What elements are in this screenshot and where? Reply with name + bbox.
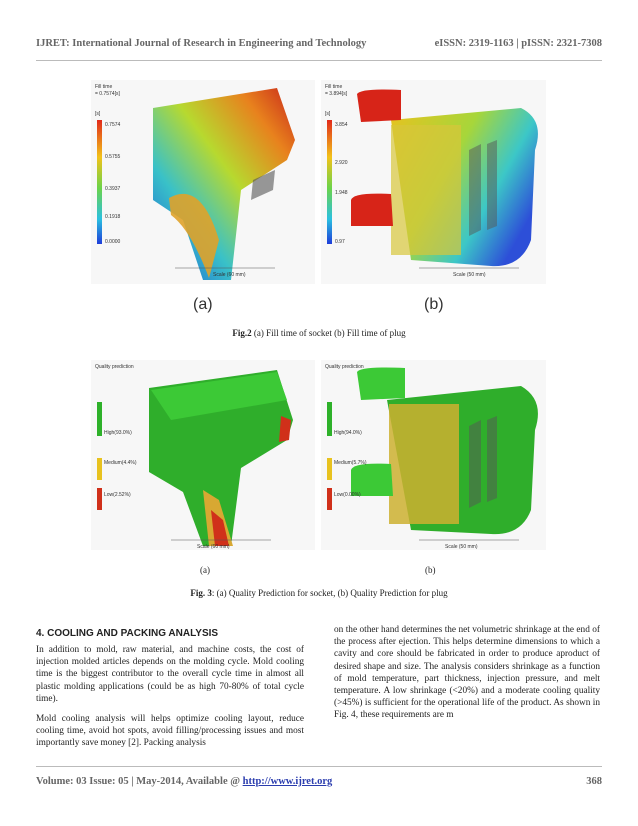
- right-column: [334, 624, 600, 730]
- left-paragraph-2: Mold cooling analysis will helps optimize cooling layout, reduce cooling time, avoid hot spots, avoid filling/processing issues and most importantly save money [2]. Packing analysis: [36, 714, 304, 749]
- fig3b-legend-title: Quality prediction: [325, 364, 364, 370]
- fig3-caption-label: Fig. 3: [190, 588, 212, 598]
- fig2b-image: [321, 80, 546, 284]
- journal-title: IJRET: International Journal of Research in Engineering and Technology: [36, 38, 367, 49]
- fig3a-medium: Medium(4.4%): [104, 460, 137, 466]
- section-heading: 4. COOLING AND PACKING ANALYSIS: [36, 628, 219, 639]
- fig3a-legend-title: Quality prediction: [95, 364, 134, 370]
- fig2a-image: [91, 80, 315, 284]
- fig3-caption: [0, 588, 638, 598]
- issn: eISSN: 2319-1163 | pISSN: 2321-7308: [434, 38, 602, 49]
- fig2a-scale: Scale (60 mm): [213, 272, 246, 278]
- left-paragraph-1: In addition to mold, raw material, and machine costs, the cost of injection molded articles depends on the molding cycle. Mold cooling time is the biggest contributor to the overall cycle time in almost all plastic molding applications (could be as high 70-80% of total cycle time).: [36, 645, 304, 704]
- fig2a-tick: 0.1918: [105, 214, 121, 220]
- fig3b-high: High(94.0%): [334, 430, 362, 436]
- fig2-caption-text: (a) Fill time of socket (b) Fill time of plug: [251, 328, 406, 338]
- left-column: [36, 644, 304, 758]
- fig2a-tick: 0.5755: [105, 154, 121, 160]
- fig2b-legend-value: = 3.894[s]: [325, 91, 348, 97]
- fig2-caption: [0, 328, 638, 338]
- fig2a-tick: 0.3937: [105, 186, 121, 192]
- fig2b-tick: 2.920: [335, 160, 348, 166]
- fig2a-legend-unit: [s]: [95, 111, 101, 117]
- fig2b-label: (b): [424, 296, 444, 313]
- fig2b-tick: 1.948: [335, 190, 348, 196]
- fig2a-tick: 0.0000: [105, 239, 121, 245]
- fig2b-scale: Scale (50 mm): [453, 272, 486, 278]
- fig3a-image: [91, 360, 315, 550]
- fig2b-tick: 0.97: [335, 239, 345, 245]
- fig2a-legend-value: = 0.7574[s]: [95, 91, 120, 97]
- fig3b-scale: Scale (50 mm): [445, 544, 478, 550]
- journal-link[interactable]: http://www.ijret.org: [242, 776, 333, 787]
- fig2b-tick: 3.854: [335, 122, 348, 128]
- footer-volume: Volume: 03 Issue: 05 | May-2014, Available @: [36, 776, 243, 787]
- page-number: 368: [586, 776, 602, 787]
- fig2b-legend-unit: [s]: [325, 111, 331, 117]
- footer-rule: [36, 766, 602, 767]
- fig3a-label: (a): [200, 565, 210, 575]
- right-paragraph-1: on the other hand determines the net volumetric shrinkage at the end of the process after ejection. This helps determine dimensions to which a cavity and core should be fabricated in order to produce aproduct of desired shape and size. The analysis considers shrinkage as a function of mold temperature, part thickness, injection pressure, and melt temperature. A low shrinkage (<20%) and a moderate cooling quality (>45%) is sufficient for the operational life of the product. As shown in Fig. 4, these requirements are m: [334, 625, 600, 721]
- fig2a-tick: 0.7574: [105, 122, 121, 128]
- fig3-caption-text: : (a) Quality Prediction for socket, (b) Quality Prediction for plug: [211, 588, 448, 598]
- fig3b-image: [321, 360, 546, 550]
- fig3a-scale: Scale (60 mm): [197, 544, 230, 550]
- fig3b-label: (b): [425, 565, 436, 575]
- fig2a-legend-title: Fill time: [95, 84, 113, 90]
- fig2a-label: (a): [193, 296, 213, 313]
- fig2-caption-label: Fig.2: [232, 328, 252, 338]
- header-rule: [36, 60, 602, 61]
- fig3b-medium: Medium(5.7%): [334, 460, 367, 466]
- fig3a-high: High(93.0%): [104, 430, 132, 436]
- fig3b-low: Low(0.00%): [334, 492, 361, 498]
- fig3a-low: Low(2.52%): [104, 492, 131, 498]
- fig2b-legend-title: Fill time: [325, 84, 343, 90]
